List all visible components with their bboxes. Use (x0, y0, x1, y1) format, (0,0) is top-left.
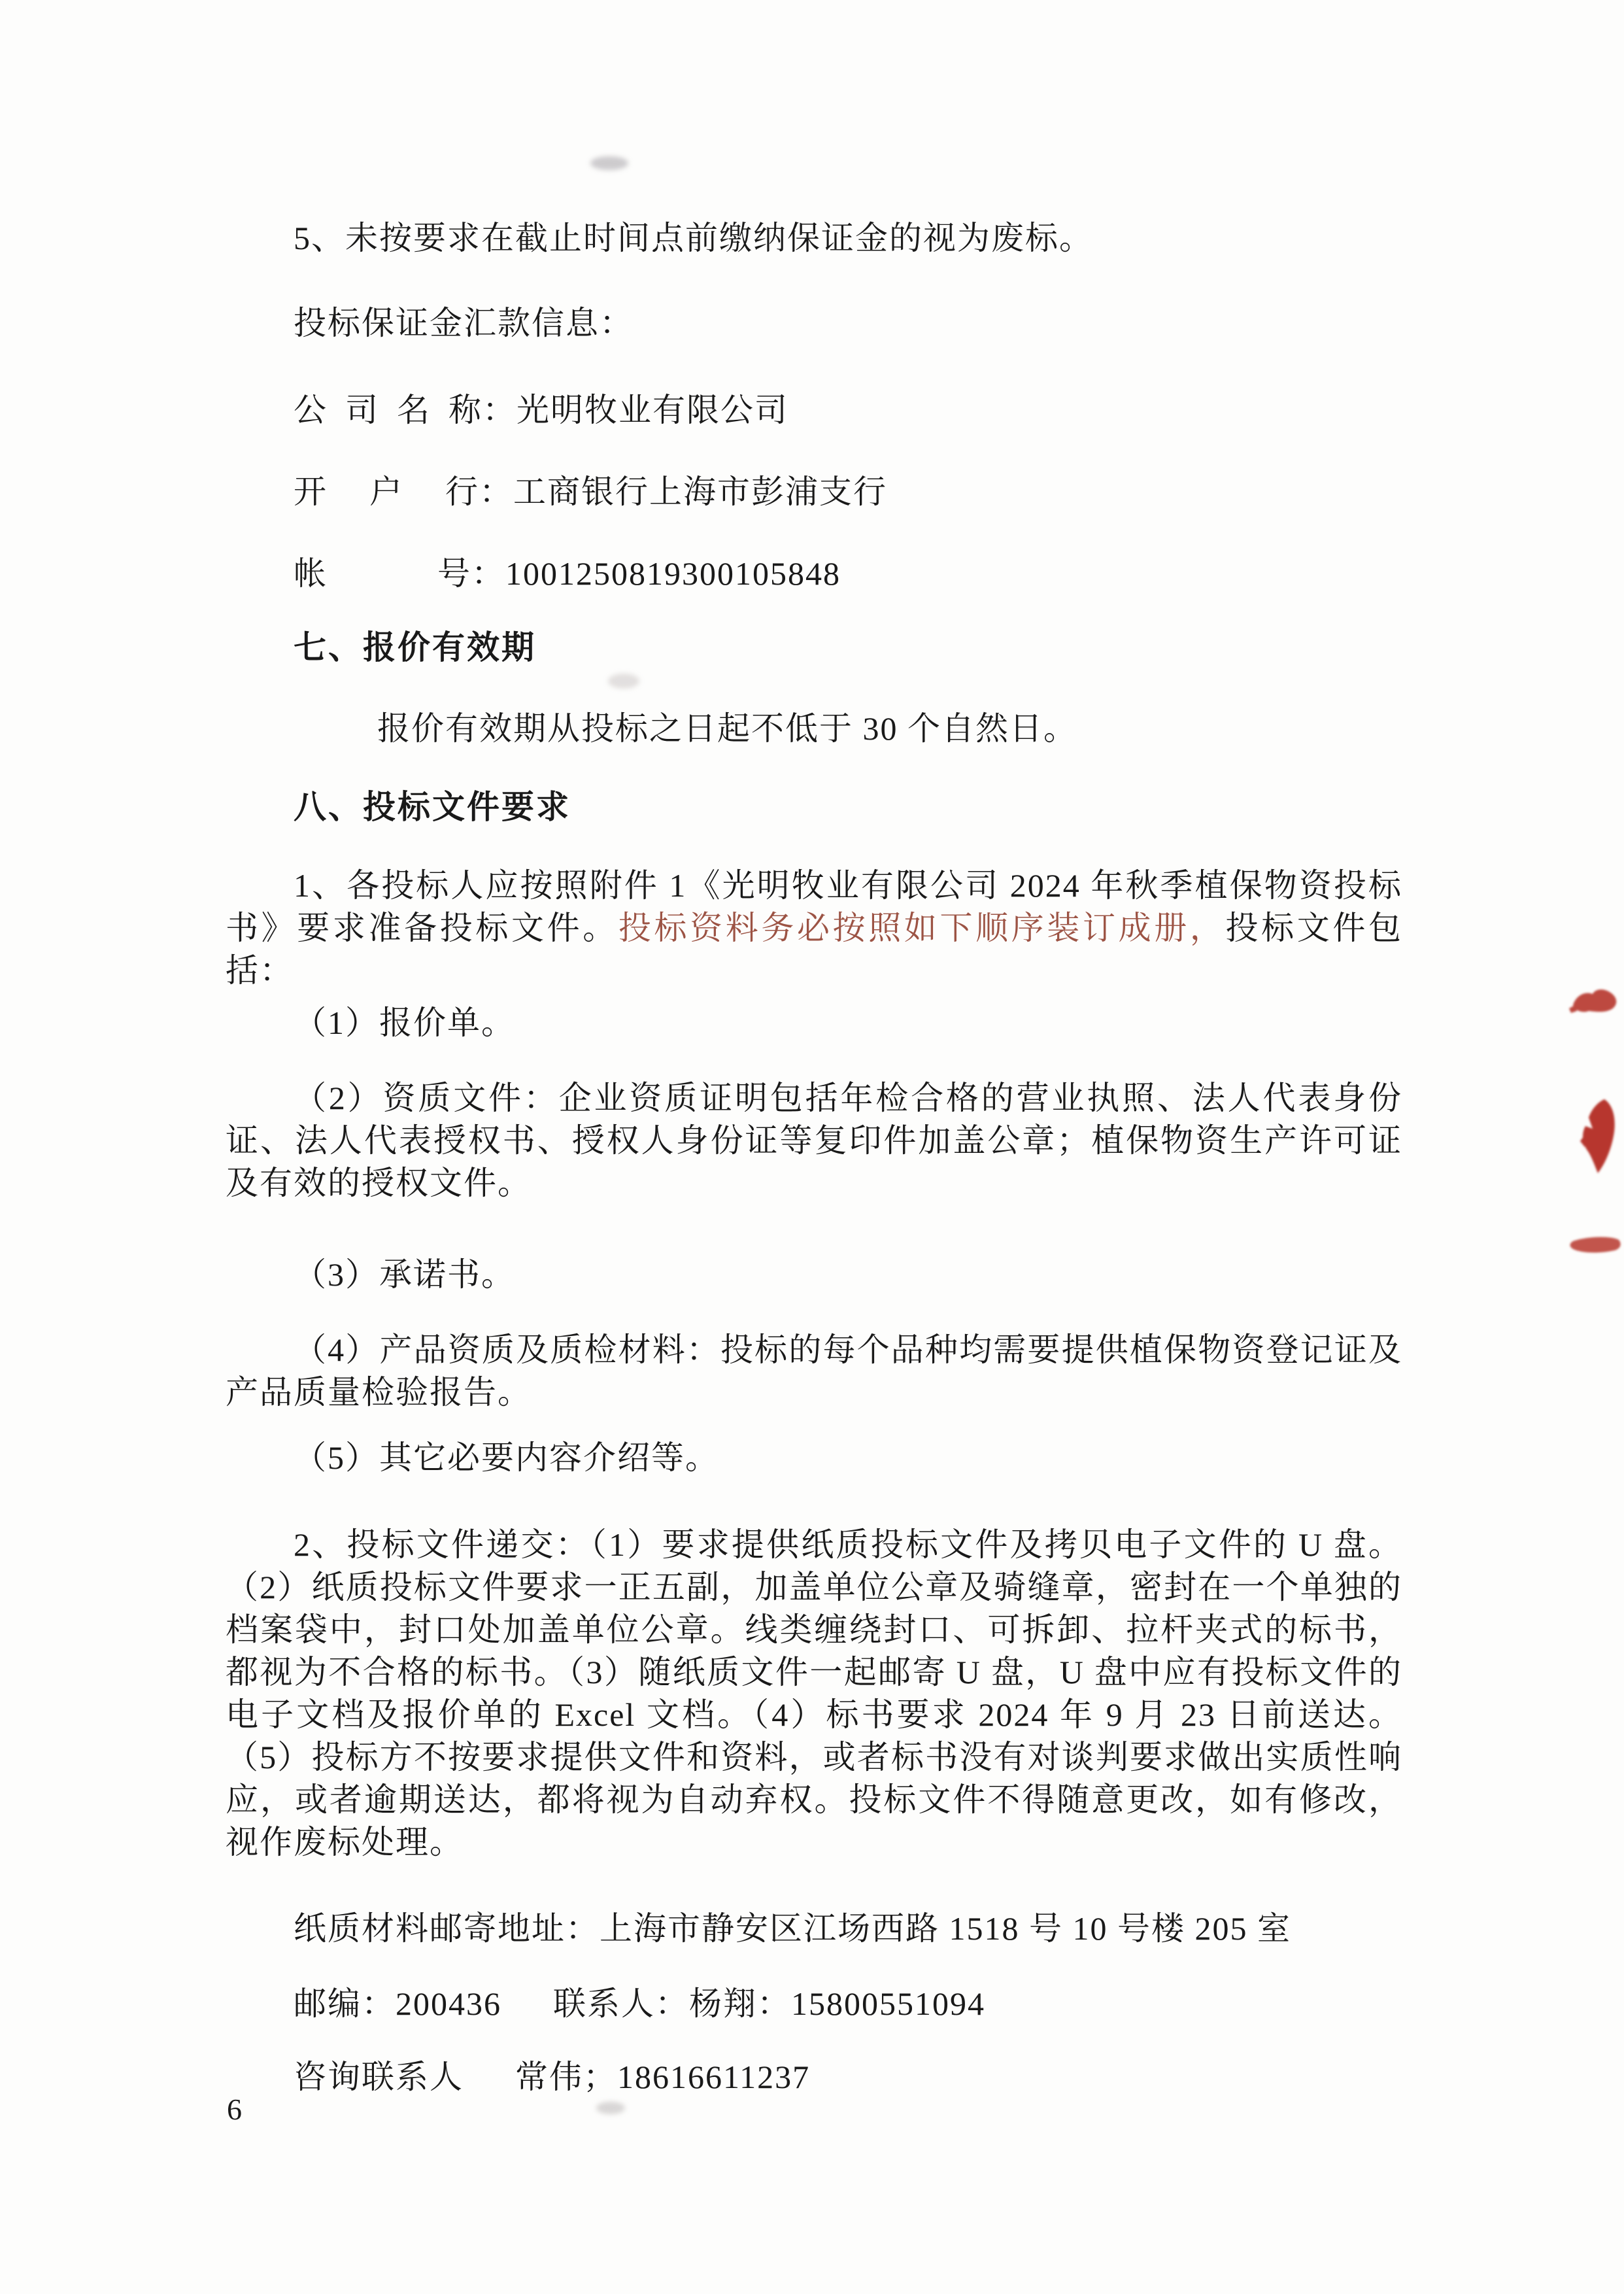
consult-contact-line: 咨询联系人 常伟；18616611237 (294, 2059, 811, 2095)
bid-docs-include-text: 投标文件包括： (226, 910, 1402, 989)
item-other-content: （5）其它必要内容介绍等。 (294, 1439, 719, 1476)
scan-smudge-bottom (596, 2102, 625, 2114)
postal-contact-line: 邮编：200436 联系人：杨翔：15800551094 (294, 1985, 985, 2022)
red-ink-mark-bottom (1570, 1237, 1621, 1253)
remit-info-heading: 投标保证金汇款信息： (294, 305, 634, 341)
red-ink-mark-middle (1580, 1099, 1615, 1173)
bid-docs-paragraph (226, 865, 1402, 992)
item-qualification-docs: （2）资质文件：企业资质证明包括年检合格的营业执照、法人代表身份证、法人代表授权书、授权人身份证等复印件加盖公章；植保物资生产许可证及有效的授权文件。 (226, 1080, 1402, 1201)
binding-order-red-text: 投标资料务必按照如下顺序装订成册， (618, 910, 1226, 946)
red-ink-mark-top (1569, 989, 1616, 1013)
submission-paragraph: 2、投标文件递交：（1）要求提供纸质投标文件及拷贝电子文件的 U 盘。（2）纸质投标文件要求一正五副，加盖单位公章及骑缝章，密封在一个单独的档案袋中，封口处加盖单位公章。线类缠绕封口、可拆卸、拉杆夹式的标书，都视为不合格的标书。（3）随纸质文件一起邮寄 U 盘，U 盘中应有投标文件的电子文档及报价单的 Excel 文档。（4）标书要求 2024 年 9 月 23 日前送达。（5）投标方不按要求提供文件和资料，或者标书没有对谈判要求做出实质性响应，或者逾期送达，都将视为自动弃权。投标文件不得随意更改，如有修改，视作废标处理。 (226, 1526, 1402, 1860)
scan-smudge-middle (608, 674, 639, 689)
red-ink-marks (1564, 978, 1624, 1272)
clause-deposit-forfeit: 5、未按要求在截止时间点前缴纳保证金的视为废标。 (294, 220, 1093, 256)
company-name-line: 公 司 名 称：光明牧业有限公司 (294, 392, 788, 428)
account-number-line: 帐 号：1001250819300105848 (294, 555, 841, 592)
page-number: 6 (227, 2093, 242, 2126)
quote-validity-line: 报价有效期从投标之日起不低于 30 个自然日。 (377, 710, 1077, 747)
bid-docs-text: 1、各投标人应按照附件 1《光明牧业有限公司 2024 年秋季植保物资投标书》要求准备投标文件。 (226, 867, 1402, 946)
scan-smudge-top (590, 156, 628, 170)
section-8-heading: 八、投标文件要求 (294, 789, 571, 825)
item-quotation-sheet: （1）报价单。 (294, 1004, 515, 1041)
item-product-quality: （4）产品资质及质检材料：投标的每个品种均需要提供植保物资登记证及产品质量检验报告。 (226, 1331, 1402, 1411)
mailing-address-line: 纸质材料邮寄地址：上海市静安区江场西路 1518 号 10 号楼 205 室 (294, 1910, 1291, 1947)
item-commitment-letter: （3）承诺书。 (294, 1256, 515, 1293)
section-7-heading: 七、报价有效期 (294, 629, 536, 666)
bank-line: 开 户 行：工商银行上海市彭浦支行 (294, 473, 888, 510)
